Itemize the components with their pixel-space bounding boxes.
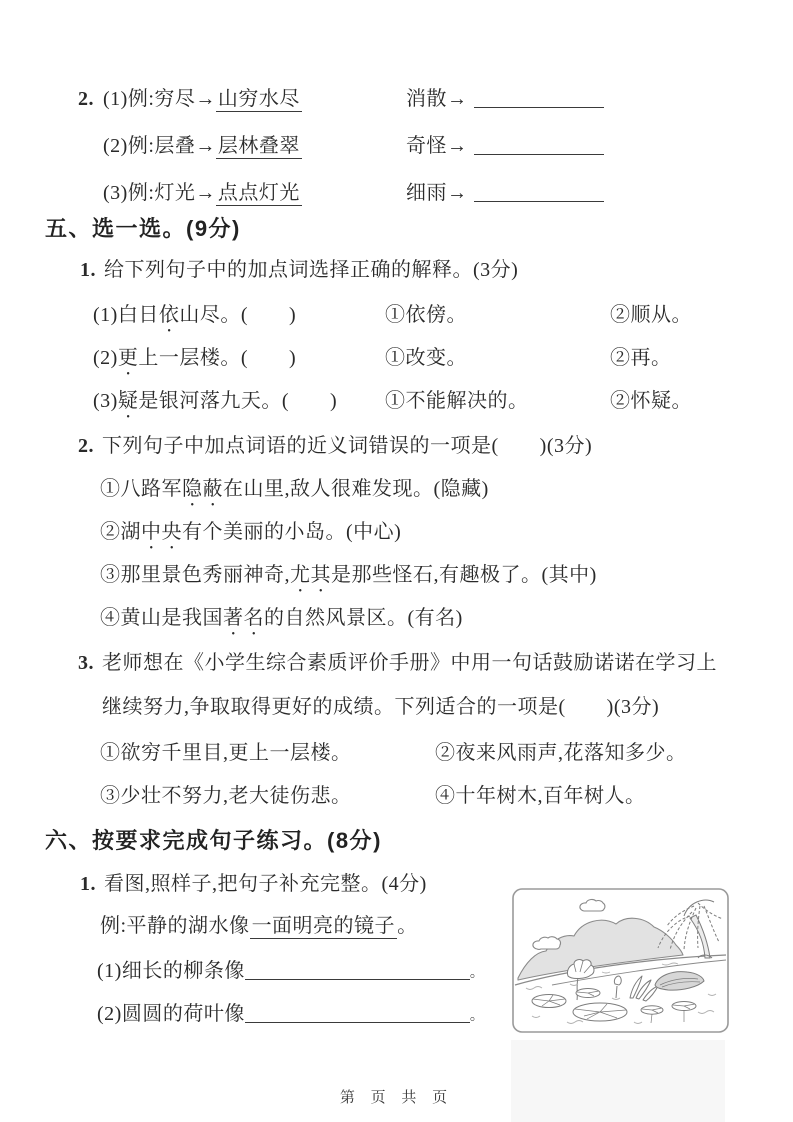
sentence bbox=[93, 300, 296, 337]
option-2: ②再。 bbox=[610, 347, 672, 369]
q1-stem bbox=[0, 255, 793, 285]
sentence bbox=[93, 386, 337, 423]
sentence-post: 在山里,敌人很难发现。(隐藏) bbox=[223, 478, 489, 500]
answer-blank bbox=[245, 1002, 470, 1023]
example-period: 。 bbox=[397, 915, 418, 937]
sentence-post: 有个美丽的小岛。(中心) bbox=[182, 521, 402, 543]
fill-blank-row bbox=[0, 131, 793, 161]
sentence bbox=[100, 603, 463, 640]
sentence bbox=[100, 517, 401, 554]
sentence bbox=[93, 343, 296, 380]
prompt-text: (1)例:穷尽→ bbox=[103, 88, 216, 110]
dotted-word: 著名 bbox=[223, 607, 264, 629]
q3-stem-line2 bbox=[0, 692, 793, 722]
option-b: ④十年树木,百年树人。 bbox=[435, 785, 646, 807]
fill-blank-prompt bbox=[103, 84, 302, 114]
option-1: ①不能解决的。 bbox=[385, 390, 529, 412]
q2-row bbox=[0, 517, 793, 547]
q2-row bbox=[0, 560, 793, 590]
example-answer: 一面明亮的镜子 bbox=[251, 915, 396, 937]
answer-bracket: ( ) bbox=[240, 347, 297, 369]
fill-blank-row bbox=[0, 178, 793, 208]
stem-text: 老师想在《小学生综合素质评价手册》中用一句话鼓励诺诺在学习上 bbox=[102, 652, 717, 674]
section-six-heading bbox=[0, 826, 793, 856]
sentence-pre: (1)白日 bbox=[93, 304, 159, 326]
q2-row bbox=[0, 474, 793, 504]
item-number: 2. bbox=[78, 88, 94, 110]
scan-shadow bbox=[511, 1040, 725, 1122]
target-word bbox=[406, 84, 604, 114]
q1-row bbox=[0, 386, 793, 416]
option-b: ②夜来风雨声,花落知多少。 bbox=[435, 742, 687, 764]
dotted-word: 依 bbox=[158, 304, 180, 326]
sentence-pre: (1)细长的柳条像 bbox=[97, 960, 245, 982]
sentence-pre: ①八路军 bbox=[100, 478, 182, 500]
answer-blank bbox=[474, 181, 604, 202]
sentence-period: 。 bbox=[469, 1009, 485, 1024]
item-number: 2. bbox=[78, 435, 94, 457]
pond-illustration bbox=[512, 888, 729, 1038]
section-five-heading bbox=[0, 214, 793, 244]
item-number: 1. bbox=[80, 259, 96, 281]
stem-text: 看图,照样子,把句子补充完整。(4分) bbox=[104, 873, 427, 895]
sentence-pre: ③那里景色秀丽神奇, bbox=[100, 564, 290, 586]
target-word bbox=[406, 131, 604, 161]
sentence-post: 的自然风景区。(有名) bbox=[264, 607, 463, 629]
fill-blank-row bbox=[0, 84, 793, 114]
dotted-word: 隐蔽 bbox=[182, 478, 223, 500]
sentence-pre: (2) bbox=[93, 347, 118, 369]
option-a: ①欲穷千里目,更上一层楼。 bbox=[100, 742, 352, 764]
sentence bbox=[100, 560, 597, 597]
sentence-post: 山尽。 bbox=[179, 304, 241, 326]
sentence-period: 。 bbox=[469, 966, 485, 981]
sentence-pre: ②湖 bbox=[100, 521, 141, 543]
fill-sentence bbox=[97, 999, 484, 1032]
item-number: 3. bbox=[78, 652, 94, 674]
target-text: 消散→ bbox=[406, 88, 468, 110]
sentence-pre: ④黄山是我国 bbox=[100, 607, 223, 629]
q2-row bbox=[0, 603, 793, 633]
q2-stem bbox=[0, 431, 793, 461]
example-answer: 层林叠翠 bbox=[217, 135, 300, 157]
q3-option-row bbox=[0, 781, 793, 811]
option-1: ①改变。 bbox=[385, 347, 467, 369]
option-2: ②怀疑。 bbox=[610, 390, 692, 412]
target-text: 细雨→ bbox=[406, 182, 468, 204]
stem-text: 继续努力,争取取得更好的成绩。下列适合的一项是( )(3分) bbox=[102, 696, 660, 718]
option-a: ③少壮不努力,老大徒伤悲。 bbox=[100, 785, 352, 807]
item-number: 1. bbox=[80, 873, 96, 895]
answer-blank bbox=[245, 959, 470, 980]
dotted-word: 中央 bbox=[141, 521, 182, 543]
answer-blank bbox=[474, 87, 604, 108]
sentence-post: 上一层楼。 bbox=[138, 347, 241, 369]
target-text: 奇怪→ bbox=[406, 135, 468, 157]
prompt-text: (2)例:层叠→ bbox=[103, 135, 216, 157]
sentence-post: 是那些怪石,有趣极了。(其中) bbox=[331, 564, 597, 586]
option-2: ②顺从。 bbox=[610, 304, 692, 326]
target-word bbox=[406, 178, 604, 208]
option-1: ①依傍。 bbox=[385, 304, 467, 326]
example-answer: 山穷水尽 bbox=[217, 88, 300, 110]
answer-bracket: ( ) bbox=[240, 304, 297, 326]
fill-sentence bbox=[97, 956, 484, 989]
answer-blank bbox=[474, 134, 604, 155]
stem-text: 下列句子中加点词语的近义词错误的一项是( )(3分) bbox=[102, 435, 593, 457]
fill-blank-prompt bbox=[103, 131, 302, 161]
q1-row bbox=[0, 343, 793, 373]
page-footer: 第 页 共 页 bbox=[339, 1090, 454, 1106]
example-pre: 例:平静的湖水像 bbox=[100, 915, 250, 937]
dotted-word: 疑 bbox=[117, 390, 139, 412]
prompt-text: (3)例:灯光→ bbox=[103, 182, 216, 204]
heading-text: 六、按要求完成句子练习。(8分) bbox=[45, 828, 382, 853]
example-answer: 点点灯光 bbox=[217, 182, 300, 204]
pond-illustration-svg bbox=[512, 888, 729, 1033]
sentence-pre: (3) bbox=[93, 390, 118, 412]
q3-option-row bbox=[0, 738, 793, 768]
example-sentence bbox=[100, 911, 418, 941]
q3-stem-line1 bbox=[0, 648, 793, 678]
answer-bracket: ( ) bbox=[281, 390, 338, 412]
q1-row bbox=[0, 300, 793, 330]
sentence-pre: (2)圆圆的荷叶像 bbox=[97, 1003, 245, 1025]
sentence-post: 是银河落九天。 bbox=[138, 390, 282, 412]
dotted-word: 尤其 bbox=[290, 564, 331, 586]
sentence bbox=[100, 474, 489, 511]
dotted-word: 更 bbox=[117, 347, 139, 369]
heading-text: 五、选一选。(9分) bbox=[45, 216, 241, 241]
fill-blank-prompt bbox=[103, 178, 302, 208]
stem-text: 给下列句子中的加点词选择正确的解释。(3分) bbox=[104, 259, 519, 281]
